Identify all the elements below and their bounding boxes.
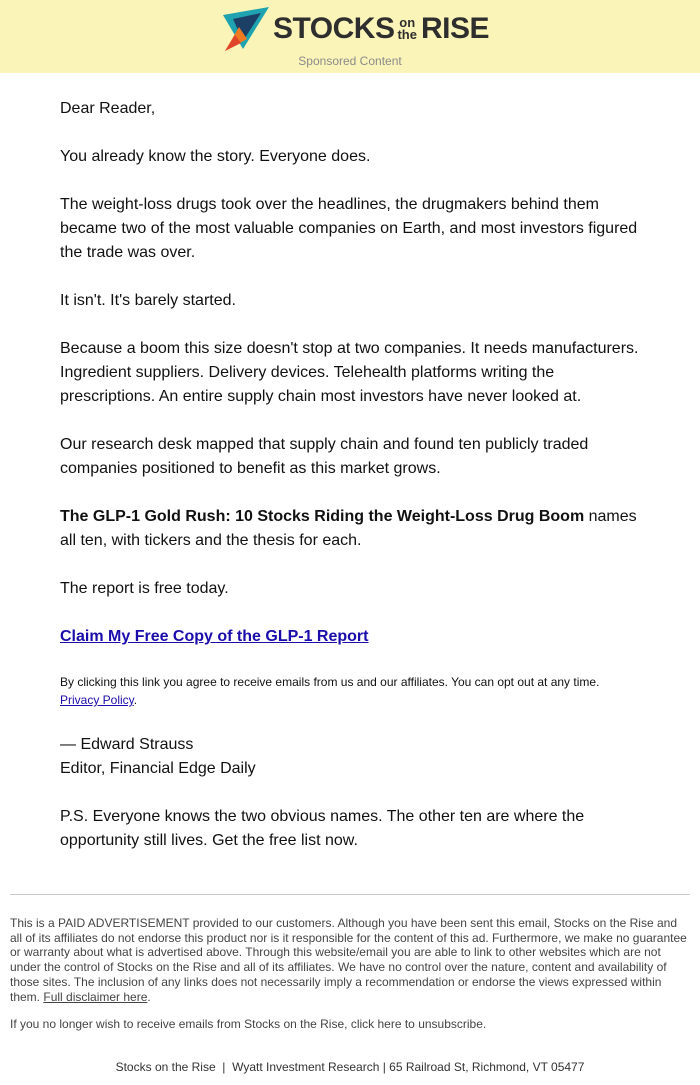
paragraph-7: The report is free today. xyxy=(60,580,229,597)
signature-name: — Edward Strauss xyxy=(60,736,194,753)
paragraph-2: The weight-loss drugs took over the headlines, the drugmakers behind them became two of the most valuable companies on Earth, and most investors figured the trade was over. xyxy=(60,196,638,261)
consent-text: By clicking this link you agree to receive emails from us and our affiliates. You can opt out at any time. xyxy=(60,675,600,689)
footer-divider xyxy=(10,894,690,895)
greeting: Dear Reader, xyxy=(60,100,156,117)
logo-word-on: on xyxy=(399,15,416,30)
logo-word-the: the xyxy=(397,27,417,42)
claim-report-link[interactable]: Claim My Free Copy of the GLP-1 Report xyxy=(60,628,369,645)
full-disclaimer-link[interactable]: Full disclaimer here xyxy=(43,989,148,1004)
paragraph-3: It isn't. It's barely started. xyxy=(60,292,236,309)
email-header xyxy=(0,0,700,73)
paragraph-4: Because a boom this size doesn't stop at two companies. It needs manufacturers. Ingredient suppliers. Delivery devices. Telehealth platforms writing the prescriptions. An entire supply chain most investors have never looked at. xyxy=(60,340,639,405)
report-title: The GLP-1 Gold Rush: 10 Stocks Riding the Weight-Loss Drug Boom xyxy=(60,508,585,525)
email-body xyxy=(60,97,650,877)
cta-wrapper xyxy=(60,625,650,649)
signature xyxy=(60,733,650,781)
sponsored-content-label: Sponsored Content xyxy=(298,54,402,68)
paragraph-5: Our research desk mapped that supply chain and found ten publicly traded companies positioned to benefit as this market grows. xyxy=(60,436,589,477)
unsubscribe-suffix: to unsubscribe. xyxy=(401,1017,487,1031)
logo-word-on-the xyxy=(397,17,417,41)
disclaimer-trail: . xyxy=(147,989,151,1004)
disclaimer-text: This is a PAID ADVERTISEMENT provided to our customers. Although you have been sent this email, Stocks on the Rise and all of its affiliates do not endorse this product nor is it responsible for the content of this ad. Furthermore, we make no guarantee or warranty about what is advertised above. Through this website/email you are able to link to other websites which are not under the control of Stocks on the Rise and all of its affiliates. We have no control over the nature, content and availability of those sites. The inclusion of any links does not necessarily imply a recommendation or endorse the views expressed within them. xyxy=(10,916,687,1004)
logo-wordmark xyxy=(273,14,489,44)
report-description: names all ten, with tickers and the thesis for each. xyxy=(60,508,637,549)
paragraph-1: You already know the story. Everyone does. xyxy=(60,148,371,165)
logo-word-rise: RISE xyxy=(420,12,489,45)
consent-notice xyxy=(60,673,650,709)
report-paragraph xyxy=(60,505,650,553)
logo-word-stocks: STOCKS xyxy=(273,12,395,45)
footer-address: Stocks on the Rise | Wyatt Investment Research | 65 Railroad St, Richmond, VT 05477 xyxy=(115,1060,585,1074)
unsubscribe-notice xyxy=(10,1017,692,1032)
privacy-policy-link[interactable]: Privacy Policy xyxy=(60,693,134,707)
privacy-trail: . xyxy=(133,693,138,707)
rising-arrow-logo-icon xyxy=(221,5,271,53)
unsubscribe-link[interactable]: here xyxy=(377,1017,402,1031)
postscript: P.S. Everyone knows the two obvious names. The other ten are where the opportunity still lives. Get the free list now. xyxy=(60,808,585,849)
signature-title: Editor, Financial Edge Daily xyxy=(60,760,256,777)
unsubscribe-prefix: If you no longer wish to receive emails from Stocks on the Rise, click xyxy=(10,1017,378,1031)
stocks-on-the-rise-logo[interactable] xyxy=(221,5,489,53)
disclaimer xyxy=(10,916,692,1004)
